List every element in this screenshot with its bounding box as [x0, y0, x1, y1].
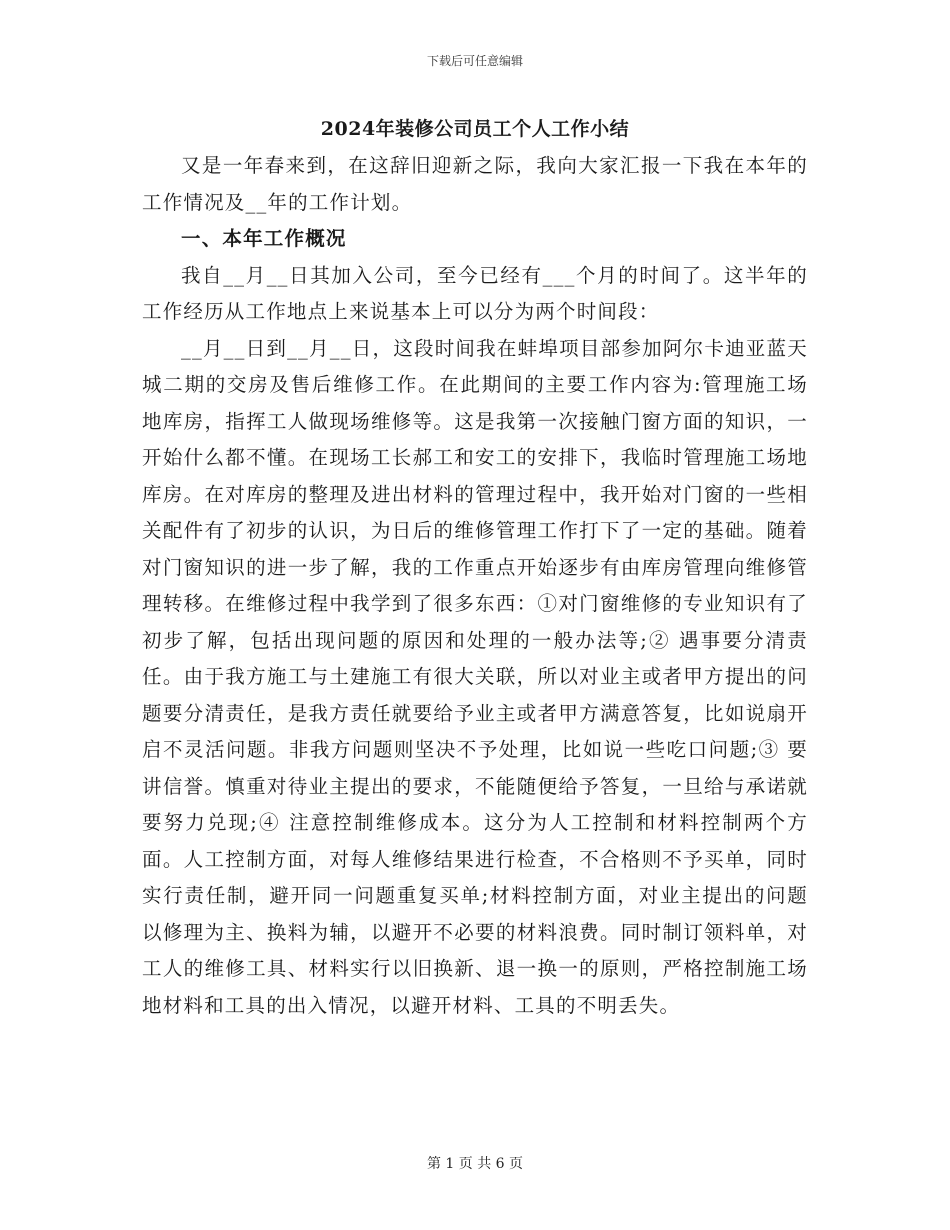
body-paragraph: 我自__月__日其加入公司，至今已经有___个月的时间了。这半年的工作经历从工作地点上来说基本上可以分为两个时间段：	[142, 263, 808, 323]
section-heading: 一、本年工作概况	[181, 227, 347, 250]
body-paragraph: __月__日到__月__日，这段时间我在蚌埠项目部参加阿尔卡迪亚蓝天城二期的交房及售后维修工作。在此期间的主要工作内容为:管理施工场地库房，指挥工人做现场维修等。这是我第一次接触门窗方面的知识，一开始什么都不懂。在现场工长郝工和安工的安排下，我临时管理施工场地库房。在对库房的整理及进出材料的管理过程中，我开始对门窗的一些相关配件有了初步的认识，为日后的维修管理工作打下了一定的基础。随着对门窗知识的进一步了解，我的工作重点开始逐步有由库房管理向维修管理转移。在维修过程中我学到了很多东西：①对门窗维修的专业知识有了初步了解，包括出现问题的原因和处理的一般办法等;② 遇事要分清责任。由于我方施工与土建施工有很大关联，所以对业主或者甲方提出的问题要分清责任，是我方责任就要给予业主或者甲方满意答复，比如说扇开启不灵活问题。非我方问题则坚决不予处理，比如说一些吃口问题;③ 要讲信誉。慎重对待业主提出的要求，不能随便给予答复，一旦给与承诺就要努力兑现;④ 注意控制维修成本。这分为人工控制和材料控制两个方面。人工控制方面，对每人维修结果进行检查，不合格则不予买单，同时实行责任制，避开同一问题重复买单;材料控制方面，对业主提出的问题以修理为主、换料为辅，以避开不必要的材料浪费。同时制订领料单，对工人的维修工具、材料实行以旧换新、退一换一的原则，严格控制施工场地材料和工具的出入情况，以避开材料、工具的不明丢失。	[142, 336, 808, 1017]
document-body	[142, 148, 808, 1024]
page-number: 第 1 页 共 6 页	[426, 1156, 524, 1172]
document-title: 2024年装修公司员工个人工作小结	[320, 118, 630, 140]
page-header-note: 下载后可任意编辑	[426, 54, 523, 68]
intro-paragraph: 又是一年春来到，在这辞旧迎新之际，我向大家汇报一下我在本年的工作情况及__年的工作计划。	[142, 154, 808, 214]
